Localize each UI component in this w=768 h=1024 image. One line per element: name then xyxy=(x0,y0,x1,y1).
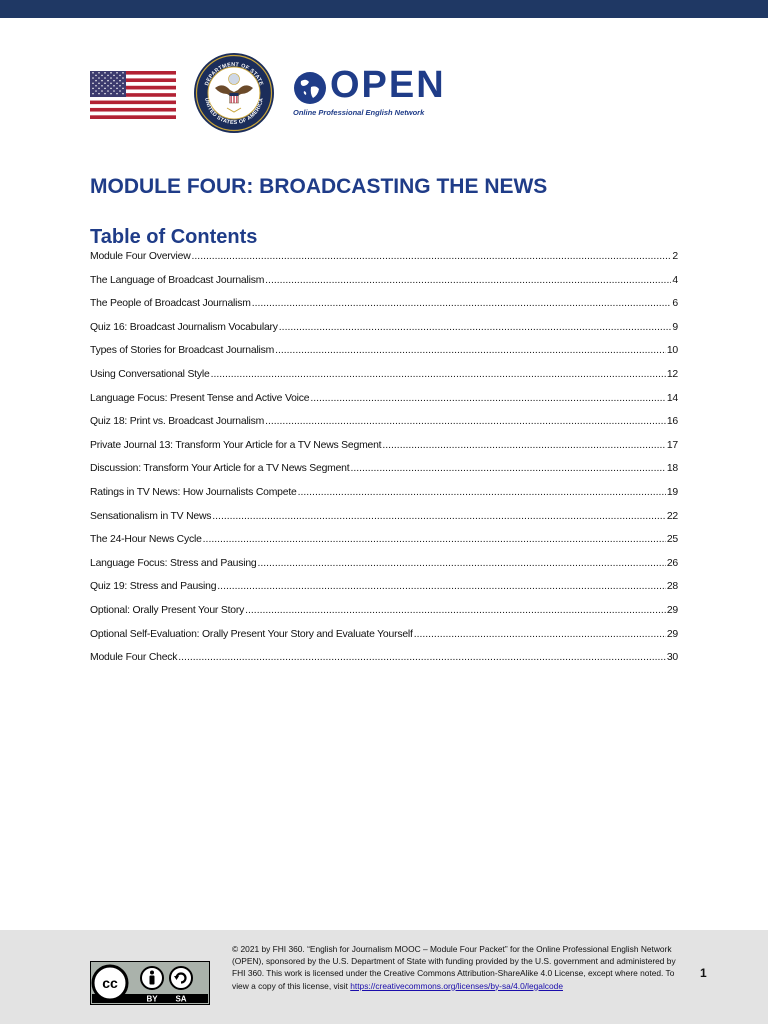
license-text xyxy=(232,943,682,992)
globe-icon xyxy=(292,70,328,106)
toc-entry-title: The Language of Broadcast Journalism xyxy=(90,274,265,286)
toc-entry-page: 28 xyxy=(666,581,678,593)
toc-entry-page: 30 xyxy=(666,652,678,664)
toc-entry-title: Optional Self-Evaluation: Orally Present Your Story and Evaluate Yourself xyxy=(90,628,413,640)
cc-label-by: BY xyxy=(146,994,158,1004)
toc-entry-page: 9 xyxy=(672,321,678,333)
toc-entry-page: 25 xyxy=(666,534,678,546)
logo-tagline: Online Professional English Network xyxy=(293,108,425,117)
toc-entry-page: 10 xyxy=(666,345,678,357)
toc-entry[interactable] xyxy=(90,511,678,535)
toc-entry-page: 16 xyxy=(666,416,678,428)
toc-entry[interactable] xyxy=(90,629,678,653)
toc-entry-title: Sensationalism in TV News xyxy=(90,510,212,522)
seal-text-top: DEPARTMENT OF STATE xyxy=(204,61,264,87)
toc-entry-title: Language Focus: Stress and Pausing xyxy=(90,557,257,569)
toc-entry-page: 17 xyxy=(666,439,678,451)
toc-dot-leader xyxy=(298,487,666,498)
department-of-state-seal-icon xyxy=(193,52,275,134)
toc-entry[interactable] xyxy=(90,298,678,322)
toc-entry-page: 14 xyxy=(666,392,678,404)
logo-word: OPEN xyxy=(330,64,446,106)
toc-entry-title: Discussion: Transform Your Article for a TV News Segment xyxy=(90,463,350,475)
toc-entry-title: Quiz 16: Broadcast Journalism Vocabulary xyxy=(90,321,278,333)
toc-entry-page: 19 xyxy=(666,486,678,498)
toc-entry-title: Module Four Check xyxy=(90,652,178,664)
toc-entry[interactable] xyxy=(90,416,678,440)
toc-entry-title: The 24-Hour News Cycle xyxy=(90,534,202,546)
toc-entry-page: 29 xyxy=(666,604,678,616)
page-title: MODULE FOUR: BROADCASTING THE NEWS xyxy=(90,175,548,198)
toc-entry[interactable] xyxy=(90,393,678,417)
toc-entry[interactable] xyxy=(90,581,678,605)
us-flag-icon xyxy=(90,71,176,119)
cc-logo-text: cc xyxy=(102,975,118,991)
toc-entry-page: 26 xyxy=(666,557,678,569)
toc-dot-leader xyxy=(265,416,666,427)
toc-heading: Table of Contents xyxy=(90,226,258,248)
toc-entry-title: Module Four Overview xyxy=(90,251,191,262)
toc-entry-page: 2 xyxy=(672,251,678,262)
toc-dot-leader xyxy=(350,463,665,474)
toc-entry[interactable] xyxy=(90,652,678,676)
toc-entry-title: Quiz 19: Stress and Pausing xyxy=(90,581,217,593)
toc-entry[interactable] xyxy=(90,534,678,558)
toc-entry-page: 18 xyxy=(666,463,678,475)
toc-dot-leader xyxy=(211,369,666,380)
seal-text-bottom: UNITED STATES OF AMERICA xyxy=(203,97,265,127)
toc-entry-title: The People of Broadcast Journalism xyxy=(90,298,251,310)
toc-entry[interactable] xyxy=(90,558,678,582)
toc-dot-leader xyxy=(178,652,666,663)
toc-entry-title: Types of Stories for Broadcast Journalism xyxy=(90,345,275,357)
toc-entry-title: Ratings in TV News: How Journalists Compete xyxy=(90,486,297,498)
toc-dot-leader xyxy=(279,322,672,333)
cc-label-sa: SA xyxy=(175,994,187,1004)
toc-entry[interactable] xyxy=(90,369,678,393)
toc-entry[interactable] xyxy=(90,487,678,511)
page-number: 1 xyxy=(700,966,707,980)
toc-entry-title: Using Conversational Style xyxy=(90,368,210,380)
toc-dot-leader xyxy=(310,393,665,404)
open-logo xyxy=(292,64,446,120)
toc-dot-leader xyxy=(252,298,672,309)
toc-entry[interactable] xyxy=(90,322,678,346)
toc-entry[interactable] xyxy=(90,345,678,369)
toc-entry-title: Language Focus: Present Tense and Active Voice xyxy=(90,392,310,404)
toc-entry-page: 29 xyxy=(666,628,678,640)
toc-entry[interactable] xyxy=(90,440,678,464)
license-link[interactable]: https://creativecommons.org/licenses/by-sa/4.0/legalcode xyxy=(350,980,563,991)
top-banner-bar xyxy=(0,0,768,18)
toc-entry-page: 6 xyxy=(672,298,678,310)
toc-dot-leader xyxy=(203,534,666,545)
toc-entry-title: Private Journal 13: Transform Your Article for a TV News Segment xyxy=(90,439,382,451)
toc-dot-leader xyxy=(245,605,666,616)
toc-dot-leader xyxy=(217,581,666,592)
toc-dot-leader xyxy=(258,558,666,569)
toc-entry-title: Quiz 18: Print vs. Broadcast Journalism xyxy=(90,416,265,428)
toc-entry-page: 4 xyxy=(672,274,678,286)
cc-by-sa-license-icon xyxy=(90,961,210,1005)
toc-dot-leader xyxy=(275,345,666,356)
toc-dot-leader xyxy=(382,440,665,451)
toc-dot-leader xyxy=(414,629,666,640)
toc-entry[interactable] xyxy=(90,275,678,299)
toc-entry[interactable] xyxy=(90,605,678,629)
table-of-contents xyxy=(90,251,678,676)
toc-dot-leader xyxy=(265,275,671,286)
license-body: © 2021 by FHI 360. “English for Journalism MOOC – Module Four Packet” for the Online Professional English Network (OPEN), sponsored by the U.S. Department of State with funding provided by the U.S. government and administered by FHI 360. This work is licensed under the Creative Commons Attribution-ShareAlike 4.0 License, except where noted. To view a copy of this license, visit xyxy=(232,944,676,991)
toc-entry-title: Optional: Orally Present Your Story xyxy=(90,604,245,616)
toc-entry[interactable] xyxy=(90,463,678,487)
toc-dot-leader xyxy=(192,251,672,262)
toc-entry-page: 22 xyxy=(666,510,678,522)
toc-dot-leader xyxy=(212,511,666,522)
toc-entry-page: 12 xyxy=(666,368,678,380)
toc-entry[interactable] xyxy=(90,251,678,275)
